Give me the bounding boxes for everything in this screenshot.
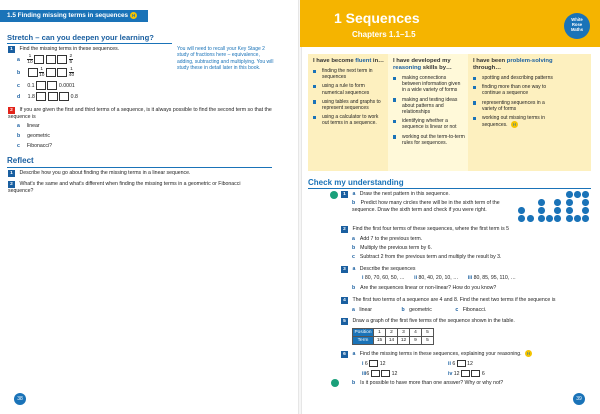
problem-solving-column: I have been problem-solving through… spotting and describing patterns finding more than one way to continue a sequence representing sequences in a variety of forms working out missing terms in sequences. H xyxy=(468,54,591,171)
reasoning-column: I have developed my reasoning skills by… making connections between information given in a wide variety of forms making and testing ideas about patterns and relationships identifying whether a sequence is linear or not working out the term-to-term rules for sequences. xyxy=(388,54,468,171)
check-rule xyxy=(308,188,591,189)
question-text: If you are given the first and third terms of a sequence, is it always possible to find the second term so that the sequence is xyxy=(8,107,272,120)
table-header-cell: Term xyxy=(353,337,374,345)
reflect-q2: 2 What's the same and what's different when finding the missing terms in a geometric or Fibonacci sequence? xyxy=(8,181,241,194)
check-q4: 4 The first two terms of a sequence are 4 and 8. Find the next two terms if the sequence is xyxy=(341,297,555,304)
circle-dot xyxy=(574,215,581,222)
check-q5: 5 Draw a graph of the first five terms of the sequence shown in the table. xyxy=(341,318,515,325)
higher-badge-icon: H xyxy=(131,13,136,18)
circle-dot xyxy=(554,199,561,206)
circle-dot xyxy=(566,199,573,206)
q1-part-c: c 0.1 0.0001 xyxy=(17,82,75,89)
answer-box[interactable] xyxy=(471,370,480,377)
check-q4-parts: a linear b geometric c Fibonacci. xyxy=(352,307,487,313)
list-item: using a rule to form numerical sequences xyxy=(313,83,385,95)
list-item: finding the next term in sequences xyxy=(313,68,385,80)
list-item: using a calculator to work out terms in a sequence. xyxy=(313,114,385,126)
circle-dot xyxy=(566,191,573,198)
list-item: working out the term-to-term rules for sequences. xyxy=(393,134,465,146)
list-item: making and testing ideas about patterns and relationships xyxy=(393,97,465,116)
check-q3-b: b Are the sequences linear or non-linear? How do you know? xyxy=(352,285,497,291)
circle-dot xyxy=(518,215,525,222)
answer-box[interactable] xyxy=(46,55,56,64)
check-title: Check my understanding xyxy=(308,178,404,187)
check-q1: 1 a Draw the next pattern in this sequence. xyxy=(341,191,511,198)
dot-pattern-figure xyxy=(518,193,593,225)
chapter-subtitle: Chapters 1.1–1.5 xyxy=(352,30,416,39)
check-q6: 6 a Find the missing terms in these sequences, explaining your reasoning. H xyxy=(341,350,532,358)
list-item: finding more than one way to continue a sequence xyxy=(473,84,553,96)
discussion-icon xyxy=(331,379,339,387)
answer-box[interactable] xyxy=(46,68,56,77)
q2-part-c: c Fibonacci? xyxy=(17,143,52,149)
fraction: $\frac{1}{10}$ xyxy=(27,54,33,65)
answer-box[interactable] xyxy=(371,370,380,377)
circle-dot xyxy=(527,215,534,222)
check-q1-b: b Predict how many circles there will be in the sixth term of the sequence. Draw the sixth term and check if you were right. xyxy=(352,200,500,213)
table-row xyxy=(353,329,434,337)
q1-part-d: d 1.8 0.8 xyxy=(17,93,78,100)
list-item: representing sequences in a variety of forms xyxy=(473,100,553,112)
book-spine xyxy=(298,0,302,414)
higher-badge-icon: H xyxy=(512,122,517,128)
list-item: using tables and graphs to represent sequences xyxy=(313,99,385,111)
check-q2: 2 Find the first four terms of these sequences, where the first term is 5 xyxy=(341,226,509,233)
circle-dot xyxy=(538,207,545,214)
circle-dot xyxy=(566,215,573,222)
check-q2-c: c Subtract 2 from the previous term and multiply the result by 3. xyxy=(352,254,502,260)
check-q6-i: i 6 12 xyxy=(362,360,386,367)
answer-box[interactable] xyxy=(457,360,466,367)
table-cell: 15 xyxy=(374,337,386,345)
sequence-table xyxy=(352,328,434,345)
stretch-q2 xyxy=(8,107,278,121)
table-cell: 14 xyxy=(386,337,398,345)
answer-box[interactable] xyxy=(48,92,58,101)
section-tag: 1.5 Finding missing terms in sequences H xyxy=(0,10,148,22)
fluent-column: I have become fluent in… finding the next term in sequences using a rule to form numerical sequences using tables and graphs to represent sequences using a calculator to work out terms in a sequence. xyxy=(308,54,388,171)
table-cell: 2 xyxy=(386,329,398,337)
answer-box[interactable] xyxy=(381,370,390,377)
page-number-left: 38 xyxy=(14,393,26,405)
answer-box[interactable] xyxy=(34,55,44,64)
answer-box[interactable] xyxy=(47,81,57,90)
higher-badge-icon: H xyxy=(526,351,531,356)
calculator-free-icon xyxy=(330,191,338,199)
answer-box[interactable] xyxy=(461,370,470,377)
stretch-q1 xyxy=(8,46,119,53)
question-number: 1 xyxy=(8,46,15,53)
reflect-q1: 1 Describe how you go about finding the missing terms in a linear sequence. xyxy=(8,170,190,177)
answer-box[interactable] xyxy=(59,92,69,101)
list-item: spotting and describing patterns xyxy=(473,75,553,81)
table-cell: 5 xyxy=(422,337,434,345)
circle-dot xyxy=(582,207,589,214)
circle-dot xyxy=(582,199,589,206)
check-q6-iii: iii6 12 xyxy=(362,370,398,377)
circle-dot xyxy=(582,191,589,198)
circle-dot xyxy=(538,215,545,222)
circle-dot xyxy=(538,199,545,206)
table-cell: 5 xyxy=(422,329,434,337)
stretch-title: Stretch – can you deepen your learning? xyxy=(7,33,154,42)
table-cell: 1 xyxy=(374,329,386,337)
table-row xyxy=(353,337,434,345)
fraction: $\frac{1}{40}$ xyxy=(68,67,75,78)
answer-box[interactable] xyxy=(36,92,46,101)
check-q6-b: b Is it possible to have more than one answer? Why or why not? xyxy=(352,380,504,386)
check-q6-iv: iv 12 6 xyxy=(448,370,485,377)
table-header-cell: Position xyxy=(354,330,372,335)
reflect-title: Reflect xyxy=(7,156,34,165)
check-q3: 3 a Describe the sequences xyxy=(341,266,415,273)
circle-dot xyxy=(582,215,589,222)
check-q3-sequences: i 80, 70, 60, 50, … ii 80, 40, 20, 10, … iii 80, 85, 95, 110, … xyxy=(362,275,516,281)
table-cell: 4 xyxy=(410,329,422,337)
table-cell: 12 xyxy=(398,337,410,345)
list-item: working out missing terms in sequences. H xyxy=(473,115,553,128)
q2-part-a: a linear xyxy=(17,123,40,129)
circle-dot xyxy=(554,207,561,214)
check-q2-b: b Multiply the previous term by 6. xyxy=(352,245,432,251)
check-q2-a: a Add 7 to the previous term. xyxy=(352,236,423,242)
title-rule xyxy=(7,43,172,44)
white-rose-maths-logo: White Rose Maths xyxy=(564,13,590,39)
answer-box[interactable] xyxy=(57,55,67,64)
question-number: 2 xyxy=(8,107,15,114)
question-text: Find the missing terms in these sequences. xyxy=(19,46,120,52)
q1-part-a: a $\frac{1}{10}$ $\frac{2}{5}$ xyxy=(17,54,73,65)
circle-dot xyxy=(546,215,553,222)
circle-dot xyxy=(518,207,525,214)
q1-part-b: b $\frac{1}{10}$ $\frac{1}{40}$ xyxy=(17,67,75,78)
reflect-rule xyxy=(7,167,272,168)
answer-box[interactable] xyxy=(57,68,67,77)
check-q6-ii: ii 6 12 xyxy=(448,360,473,367)
table-cell: 3 xyxy=(398,329,410,337)
circle-dot xyxy=(554,215,561,222)
fraction: $\frac{1}{10}$ xyxy=(39,67,45,78)
info-note: You will need to recall your Key Stage 2 study of fractions here – equivalence, adding, subtracting and multiplying. You will study these in detail later in this book. xyxy=(177,46,274,72)
answer-box[interactable] xyxy=(36,81,46,90)
answer-box[interactable] xyxy=(28,68,38,77)
fraction: $\frac{2}{5}$ xyxy=(69,54,73,65)
list-item: identifying whether a sequence is linear or not xyxy=(393,118,465,130)
list-item: making connections between information given in a wide variety of forms xyxy=(393,75,465,94)
q2-part-b: b geometric xyxy=(17,133,50,139)
chapter-title: 1 Sequences xyxy=(334,10,420,26)
answer-box[interactable] xyxy=(369,360,378,367)
circle-dot xyxy=(566,207,573,214)
page-number-right: 39 xyxy=(573,393,585,405)
table-cell: 9 xyxy=(410,337,422,345)
circle-dot xyxy=(574,191,581,198)
